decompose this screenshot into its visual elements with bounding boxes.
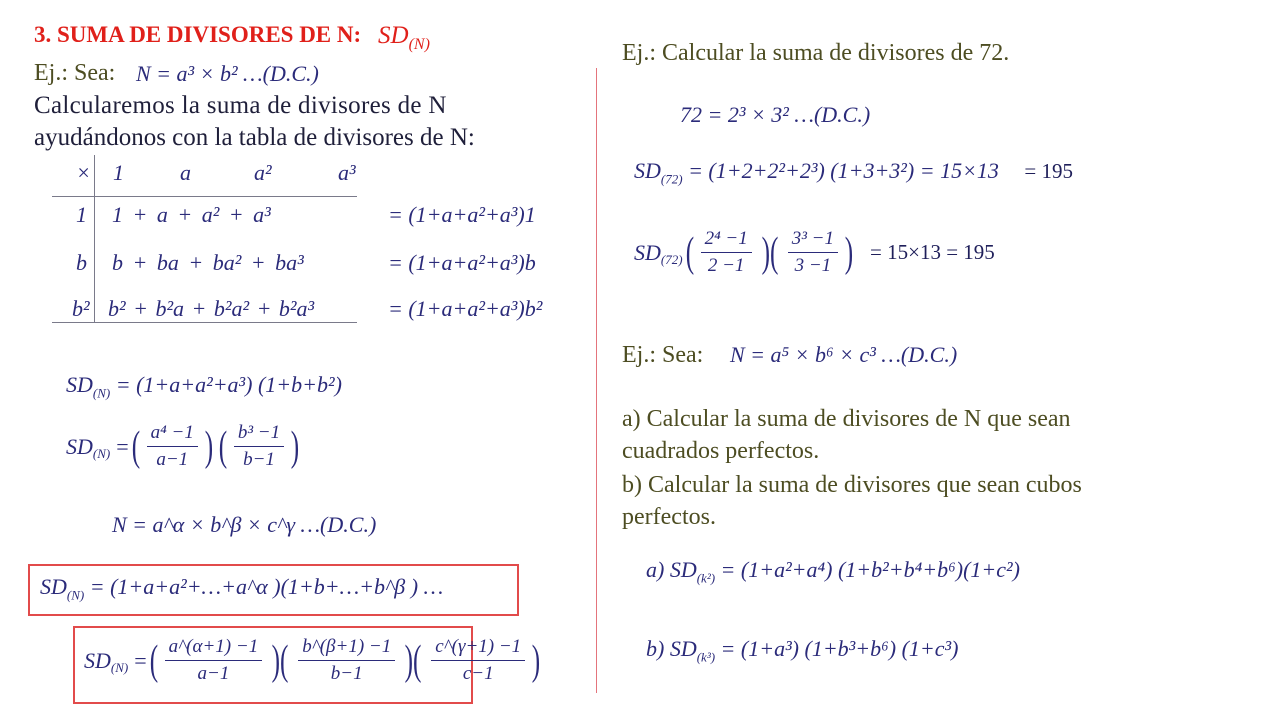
paragraph-line-2: ayudándonos con la tabla de divisores de N: — [34, 124, 475, 151]
table-vertical-line — [94, 155, 95, 323]
fraction: $\frac{b\^{}(\beta+1) -1}{b-1}$ — [298, 634, 395, 687]
example-label: Ej.: Sea: — [34, 60, 116, 86]
table-row-result: = (1+a+a²+a³)b — [388, 250, 536, 275]
question-a-line-1: a) Calcular la suma de divisores de N que sean — [622, 406, 1071, 432]
table-header-cell: a² — [254, 160, 272, 185]
question-b-line-1: b) Calcular la suma de divisores que sean cubos — [622, 472, 1082, 498]
fraction: $\frac{\text{2⁴ −1}}{2 -1}$ — [701, 226, 752, 279]
table-row-result: = (1+a+a²+a³)1 — [388, 202, 536, 227]
sd-general-sum: $SD_{(N)}$ = (1+a+a²+…+a^α )(1+b+…+b^β ) … — [40, 574, 444, 603]
table-bottom-rule — [52, 322, 357, 323]
table-row-head: b² — [72, 296, 90, 321]
table-row-terms: b² + b²a + b²a² + b²a³ — [108, 296, 315, 321]
fraction: $\frac{\text{3³ −1}}{3 -1}$ — [788, 226, 838, 279]
sd72-product: $SD_{(72)} = (1+2+2^2+2^3) (1+3+3^2) = 15\times 13 = 195$ — [634, 158, 1074, 187]
fraction: $\frac{a\^{}(\alpha+1) -1}{a-1}$ — [165, 634, 263, 687]
answer-a: a) $SD_{(k^2)} = (1+a^2+a^4)$ (1+b²+b⁴+b⁶)(1+c²) — [646, 557, 1020, 586]
fraction: $\frac{c\^{}(\gamma+1) -1}{c-1}$ — [431, 634, 525, 687]
example-72-title: Ej.: Calcular la suma de divisores de 72. — [622, 40, 1010, 66]
sd-general-fraction: SD $_{(N)}$ = ( $\frac{a\^{}(\alpha+1) -1}{a-1}$ )( $\frac{b\^{}(\beta+1) -1}{b-1}$ )( $\frac{c\^{}(\gamma+1) -1}{c-1}$ ) — [84, 634, 543, 687]
sd-formula-product: $SD_{(N)} = (1+a+a^2+a^3)$ (1+b+b²) — [66, 372, 342, 401]
section-title: 3. SUMA DE DIVISORES DE N: — [34, 22, 362, 47]
question-a-line-2: cuadrados perfectos. — [622, 438, 820, 464]
fraction: $\frac{\text{a⁴ −1}}{a-1}$ — [147, 420, 198, 473]
sd72-fractions: SD $_{(72)}$ ( $\frac{\text{2⁴ −1}}{2 -1}$ )( $\frac{\text{3³ −1}}{3 -1}$ ) = 15×13 = 195 — [634, 226, 995, 279]
fraction: $\frac{\text{b³ −1}}{b-1}$ — [234, 420, 284, 473]
paragraph-line-1: Calcularemos la suma de divisores de N — [34, 92, 447, 119]
sd-formula-fractions: SD $_{(N)}$ = ( $\frac{\text{a⁴ −1}}{a-1}$ ) ( $\frac{\text{b³ −1}}{b-1}$ ) — [66, 420, 302, 473]
table-header-cell: a³ — [338, 160, 356, 185]
table-row-head: b — [76, 250, 87, 275]
example-2-expression: N = a⁵ × b⁶ × c³ …(D.C.) — [730, 342, 958, 367]
factorization-72: 72 = 2³ × 3² …(D.C.) — [680, 102, 871, 127]
table-header-cell: a — [180, 160, 191, 185]
general-factorization: N = a^α × b^β × c^γ …(D.C.) — [112, 512, 377, 537]
table-row-terms: b + ba + ba² + ba³ — [112, 250, 304, 275]
table-row-terms: 1 + a + a² + a³ — [112, 202, 271, 227]
example-expression: N = a³ × b² …(D.C.) — [136, 61, 319, 86]
column-divider — [596, 68, 597, 693]
table-header-cell: 1 — [113, 160, 124, 185]
question-b-line-2: perfectos. — [622, 504, 716, 530]
table-row-head: 1 — [76, 202, 87, 227]
section-title-sd: $SD_{(N)}$ — [378, 22, 430, 53]
answer-b: b) $SD_{(k^3)} = (1+a^3)$ (1+b³+b⁶) (1+c³) — [646, 636, 959, 665]
table-row-result: = (1+a+a²+a³)b² — [388, 296, 543, 321]
table-header-rule — [52, 196, 357, 197]
table-header-cell: × — [76, 160, 91, 185]
example-2-label: Ej.: Sea: — [622, 342, 704, 368]
